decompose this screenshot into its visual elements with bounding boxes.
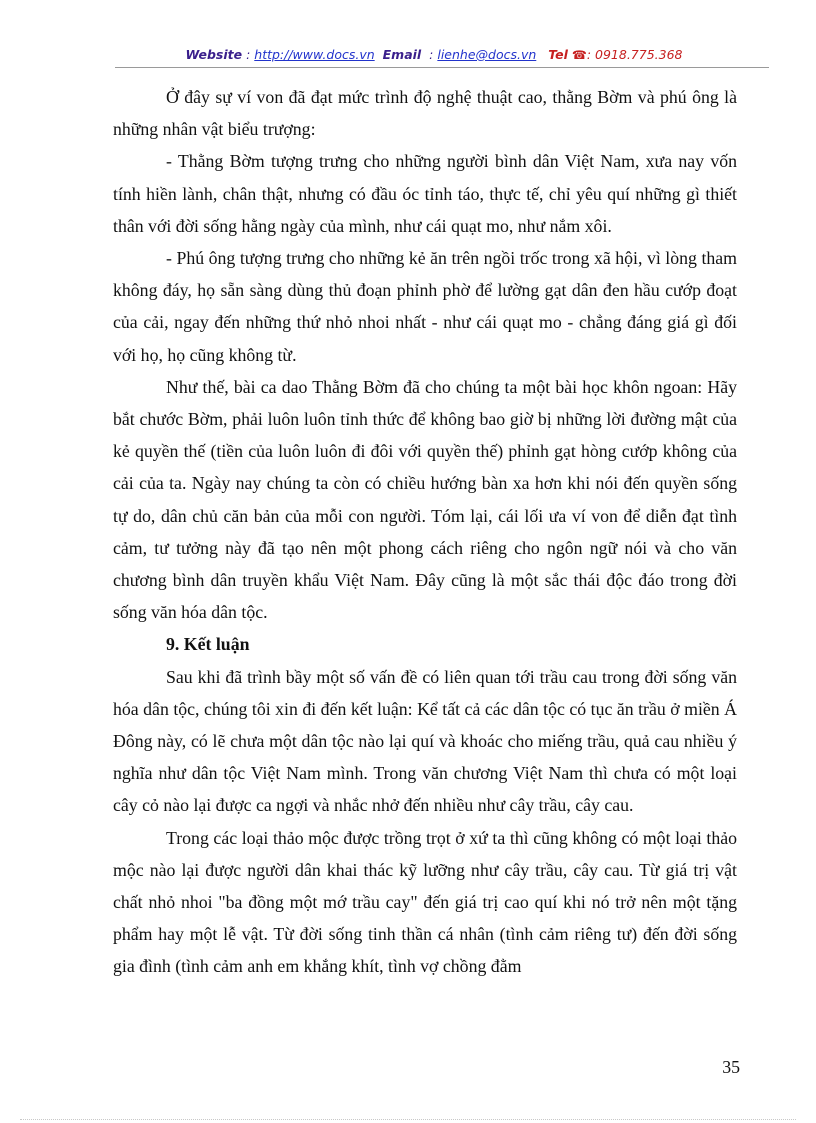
- paragraph-6: Trong các loại thảo mộc được trồng trọt ở xứ ta thì cũng không có một loại thảo mộc nào lại được người dân khai thác kỹ lưỡng như cây trầu, cây cau. Từ giá trị vật chất nhỏ nhoi "ba đồng một mớ trầu cay" đến giá trị cao quí khi nó trở nên một tặng phẩm hay một lễ vật. Từ đời sống tinh thần cá nhân (tình cảm riêng tư) đến đời sống gia đình (tình cảm anh em khắng khít, tình vợ chồng đằm: [113, 827, 737, 977]
- website-separator: :: [242, 47, 255, 62]
- paragraph-1: Ở đây sự ví von đã đạt mức trình độ nghệ thuật cao, thằng Bờm và phú ông là những nhân vật biểu trượng:: [113, 87, 737, 140]
- paragraph-5: Sau khi đã trình bầy một số vấn đề có liên quan tới trầu cau trong đời sống văn hóa dân tộc, chúng tôi xin đi đến kết luận: Kể tất cả các dân tộc có tục ăn trầu ở miền Á Đông này, có lẽ chưa một dân tộc nào lại quí và khoác cho miếng trầu, quả cau nhiều ý nghĩa như dân tộc Việt Nam mình. Trong văn chương Việt Nam thì chưa có một loại cây cỏ nào lại được ca ngợi và nhắc nhở đến nhiều như cây trầu, cây cau.: [113, 666, 737, 816]
- tel-label: Tel: [548, 47, 568, 62]
- page-header: [100, 47, 768, 62]
- telephone-icon: ☎: [571, 48, 587, 62]
- page-number: 35: [722, 1057, 740, 1077]
- page-bottom-divider: [20, 1119, 796, 1120]
- email-label: Email: [382, 47, 422, 62]
- website-label: Website: [185, 47, 243, 62]
- paragraph-4: Như thế, bài ca dao Thằng Bờm đã cho chúng ta một bài học khôn ngoan: Hãy bắt chước Bờm, phải luôn luôn tỉnh thức để không bao giờ bị những lời đường mật của kẻ quyền thế (tiền của luôn luôn đi đôi với quyền thế) phỉnh gạt hòng cướp không của cải của ta. Ngày nay chúng ta còn có chiều hướng bàn xa hơn khi nói đến quyền sống tự do, dân chủ căn bản của mỗi con người. Tóm lại, cái lối ưa ví von để diễn đạt tình cảm, tư tưởng này đã tạo nên một phong cách riêng cho ngôn ngữ nói và cho văn chương bình dân truyền khẩu Việt Nam. Đây cũng là một sắc thái độc đáo trong đời sống văn hóa dân tộc.: [113, 376, 737, 623]
- website-link[interactable]: http://www.docs.vn: [254, 47, 375, 62]
- tel-number: 0918.775.368: [595, 47, 683, 62]
- paragraph-2: - Thằng Bờm tượng trưng cho những người bình dân Việt Nam, xưa nay vốn tính hiền lành, chân thật, nhưng có đầu óc tỉnh táo, thực tế, chỉ yêu quí những gì thiết thân với đời sống hằng ngày của mình, như cái quạt mo, như nắm xôi.: [113, 151, 737, 236]
- email-separator: :: [421, 47, 438, 62]
- tel-separator: :: [586, 47, 596, 62]
- section-heading-conclusion: 9. Kết luận: [166, 634, 250, 655]
- paragraph-3: - Phú ông tượng trưng cho những kẻ ăn trên ngồi trốc trong xã hội, vì lòng tham không đáy, họ sẵn sàng dùng thủ đoạn phỉnh phờ để lường gạt dân đen hầu cướp đoạt của cải, ngay đến những thứ nhỏ nhoi nhất - như cái quạt mo - chẳng đáng giá gì đối với họ, họ cũng không từ.: [113, 248, 737, 365]
- document-body: [113, 81, 737, 983]
- header-divider: [115, 67, 769, 68]
- email-link[interactable]: lienhe@docs.vn: [437, 47, 537, 62]
